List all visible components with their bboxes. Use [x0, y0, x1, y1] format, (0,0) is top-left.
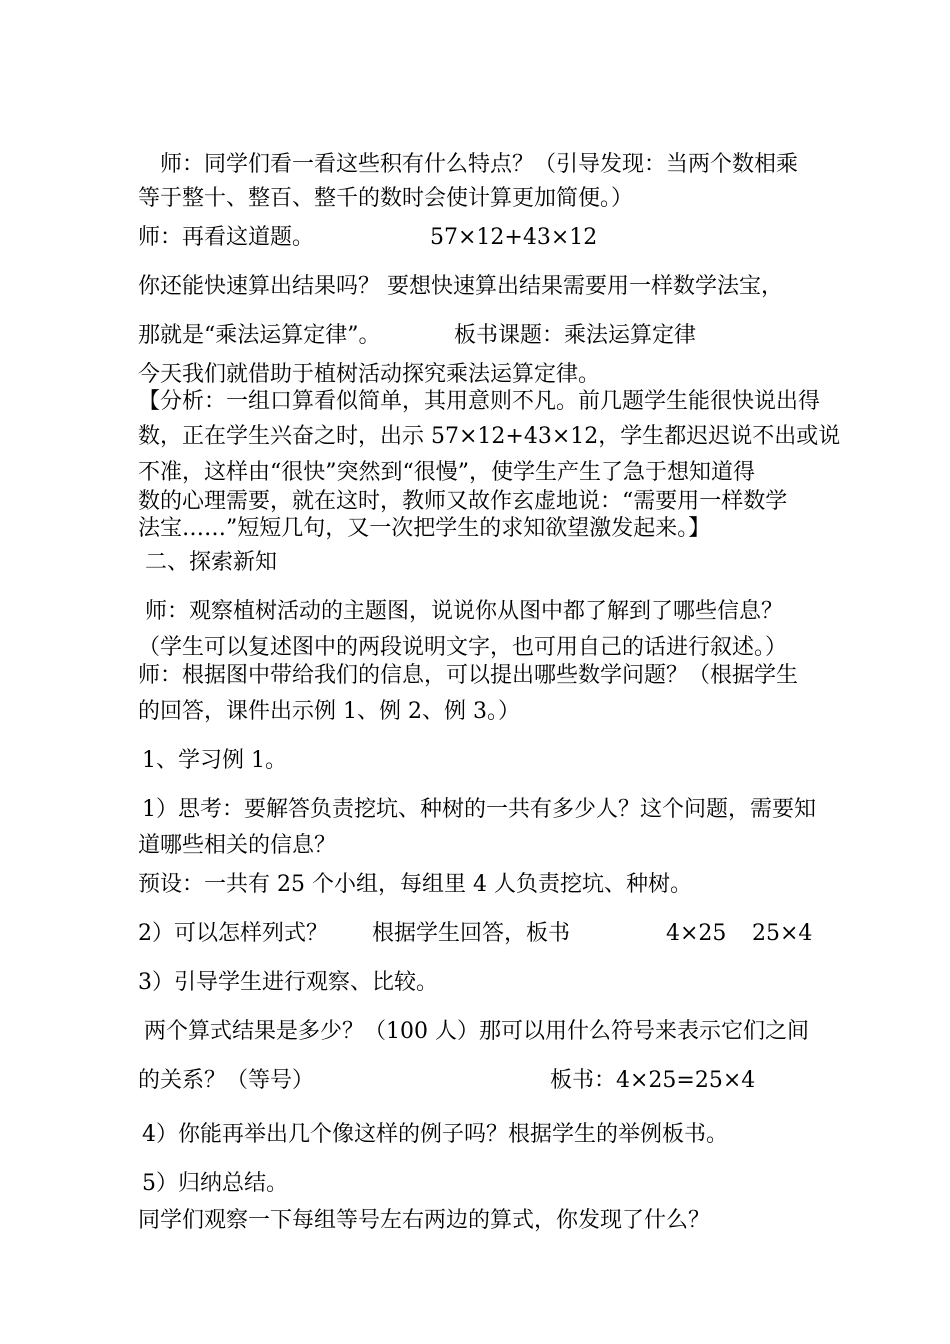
paragraph-line: 师：根据图中带给我们的信息，可以提出哪些数学问题？（根据学生	[138, 663, 799, 688]
paragraph-line: 1）思考：要解答负责挖坑、种树的一共有多少人？这个问题，需要知	[142, 797, 816, 822]
text-span: 2）可以怎样列式？	[138, 921, 328, 946]
paragraph-line: 等于整十、整百、整千的数时会使计算更加简便。）	[138, 186, 634, 211]
paragraph-line: 3）引导学生进行观察、比较。	[138, 970, 438, 995]
paragraph-line: 预设：一共有 25 个小组，每组里 4 人负责挖坑、种树。	[138, 872, 692, 897]
analysis-line: 法宝……”短短几句，又一次把学生的求知欲望激发起来。】	[138, 516, 711, 541]
section-heading: 二、探索新知	[145, 550, 278, 575]
text-span: 根据学生回答，板书	[372, 921, 571, 946]
formula: 板书：4×25=25×4	[550, 1068, 756, 1093]
paragraph-line: 道哪些相关的信息？	[138, 833, 337, 858]
text-span: 师：再看这道题。	[138, 225, 315, 250]
paragraph-line: 的回答，课件出示例 1、例 2、例 3。）	[138, 699, 520, 724]
paragraph-line: 师：同学们看一看这些积有什么特点？（引导发现：当两个数相乘	[160, 152, 799, 177]
paragraph-line: 1、学习例 1。	[142, 748, 287, 773]
formula: 4×25	[666, 921, 727, 946]
paragraph-line: 5）归纳总结。	[142, 1171, 288, 1196]
paragraph-line	[138, 919, 813, 949]
analysis-line: 【分析：一组口算看似简单，其用意则不凡。前几题学生能很快说出得	[138, 389, 821, 414]
paragraph-line: 你还能快速算出结果吗？ 要想快速算出结果需要用一样数学法宝，	[138, 274, 783, 299]
paragraph-line: 两个算式结果是多少？（100 人）那可以用什么符号来表示它们之间	[144, 1019, 809, 1044]
text-span: 那就是“乘法运算定律”。	[138, 323, 381, 348]
paragraph-line: 今天我们就借助于植树活动探究乘法运算定律。	[138, 362, 601, 387]
board-title: 板书课题：乘法运算定律	[454, 323, 697, 348]
paragraph-line	[138, 321, 697, 351]
analysis-line: 数，正在学生兴奋之时，出示 57×12+43×12，学生都迟迟说不出或说	[138, 424, 841, 449]
formula: 25×4	[752, 921, 813, 946]
paragraph-line	[138, 223, 598, 253]
analysis-line: 数的心理需要，就在这时，教师又故作玄虚地说：“需要用一样数学	[138, 489, 788, 514]
paragraph-line: 同学们观察一下每组等号左右两边的算式，你发现了什么？	[138, 1208, 711, 1233]
paragraph-line: （学生可以复述图中的两段说明文字，也可用自己的话进行叙述。）	[138, 635, 788, 660]
paragraph-line: 4）你能再举出几个像这样的例子吗？根据学生的举例板书。	[142, 1122, 728, 1147]
paragraph-line	[138, 1066, 756, 1096]
paragraph-line: 师：观察植树活动的主题图，说说你从图中都了解到了哪些信息？	[145, 599, 784, 624]
formula: 57×12+43×12	[430, 225, 598, 250]
analysis-line: 不准，这样由“很快”突然到“很慢”，使学生产生了急于想知道得	[138, 460, 755, 485]
text-span: 的关系？（等号）	[138, 1068, 315, 1093]
